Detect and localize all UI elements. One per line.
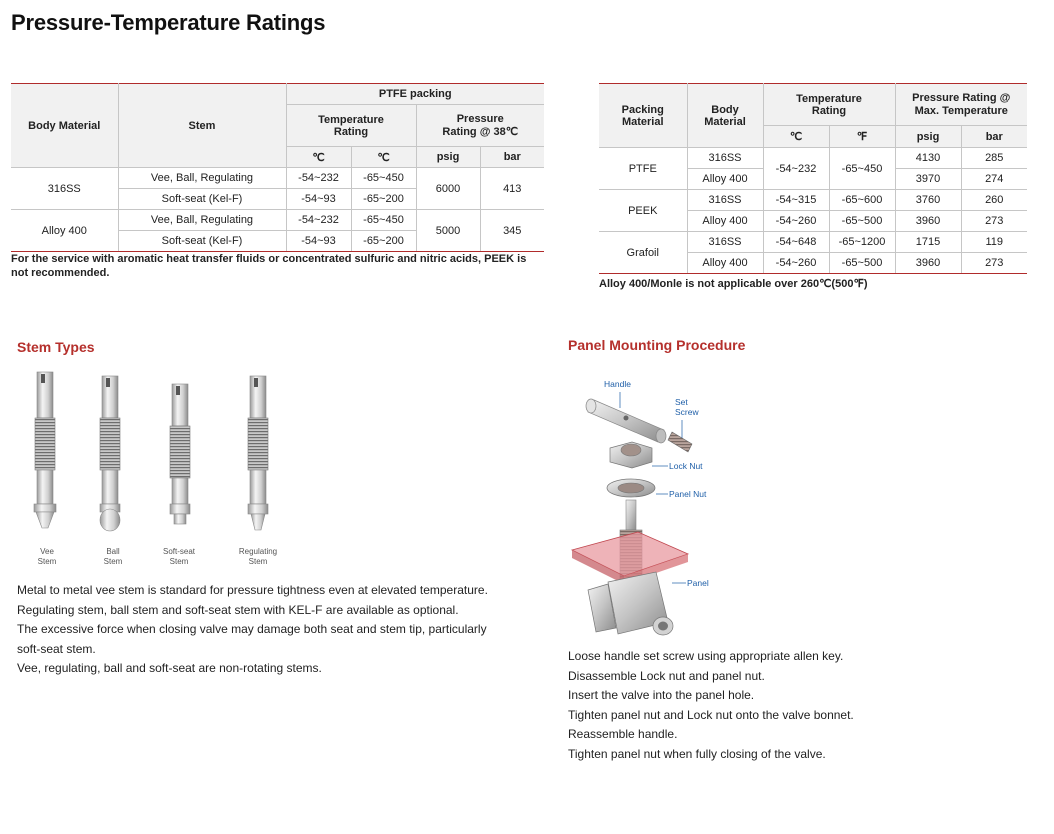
cell-psig: 3960 [895,253,961,274]
cell-bar: 260 [961,190,1027,211]
header-pressure-rating: Pressure Rating @ Max. Temperature [895,84,1027,126]
ball-stem-icon [100,376,120,531]
cell-body: 316SS [687,190,763,211]
regulating-stem-label: Regulating Stem [238,547,278,566]
panel-label: Panel [687,578,709,588]
stem-types-description: Metal to metal vee stem is standard for pressure tightness even at elevated temperature. Regulating stem, ball stem and soft-seat stem with KEL-F are available as optional. The excessive force when closing valve may damage both seat and stem tip, particularly soft-seat stem. Vee, regulating, ball and soft-seat are non-rotating stems. [17,583,488,676]
cell-psig: 3970 [895,169,961,190]
cell-temp-c: -54~260 [763,211,829,232]
unit-bar: bar [480,147,544,168]
cell-temp-f: -65~500 [829,253,895,274]
header-ptfe-packing: PTFE packing [286,84,544,105]
panel-mounting-steps: Loose handle set screw using appropriate allen key. Disassemble Lock nut and panel nut. Insert the valve into the panel hole. Tighten panel nut and Lock nut onto the valve bonnet. Reassemble handle. Tighten panel nut when fully closing of the valve. [568,649,854,761]
header-body-material: Body Material [11,84,118,168]
cell-temp-c: -54~260 [763,253,829,274]
cell-temp-f: -65~1200 [829,232,895,253]
cell-psig: 4130 [895,148,961,169]
handle-part-icon [586,399,666,443]
cell-stem: Vee, Ball, Regulating [118,210,286,231]
table1-note: For the service with aromatic heat transfer fluids or concentrated sulfuric and nitric acids, PEEK is not recommended. [11,253,527,279]
lock-nut-label: Lock Nut [669,461,703,471]
vee-stem-icon [34,372,56,528]
header-pressure-rating: Pressure Rating @ 38℃ [416,105,544,147]
cell-temp-c: -65~450 [351,168,416,189]
cell-psig: 6000 [416,168,480,210]
page-title: Pressure-Temperature Ratings [11,10,326,35]
cell-body: Alloy 400 [687,211,763,232]
cell-packing: Grafoil [599,232,687,274]
cell-temp-c: -54~232 [286,210,351,231]
cell-packing: PEEK [599,190,687,232]
packing-rating-table [599,83,1027,274]
valve-body-icon [588,572,673,635]
cell-stem: Soft-seat (Kel-F) [118,189,286,210]
cell-bar: 274 [961,169,1027,190]
header-temperature-rating: Temperature Rating [763,84,895,126]
cell-bar: 413 [480,168,544,210]
cell-temp-f: -65~600 [829,190,895,211]
cell-temp-c: -54~93 [286,189,351,210]
unit-psig: psig [416,147,480,168]
cell-temp-c: -65~200 [351,189,416,210]
set-screw-icon [668,432,692,452]
lock-nut-icon [610,442,652,468]
stem-types-illustration [20,368,320,538]
cell-psig: 3960 [895,211,961,232]
cell-body: 316SS [687,232,763,253]
soft-seat-stem-icon [170,384,190,524]
unit-celsius: ℃ [286,147,351,168]
header-temperature-rating: Temperature Rating [286,105,416,147]
cell-temp-c: -54~232 [286,168,351,189]
soft-seat-stem-label: Soft-seat Stem [162,547,195,566]
header-body-material: Body Material [687,84,763,148]
vee-stem-label: Vee Stem [37,547,57,566]
regulating-stem-icon [248,376,268,530]
panel-mounting-diagram [568,372,748,642]
cell-bar: 285 [961,148,1027,169]
ptfe-rating-table [11,83,544,252]
cell-bar: 273 [961,253,1027,274]
unit-celsius: ℃ [351,147,416,168]
table2-note: Alloy 400/Monle is not applicable over 260℃(500℉) [599,278,868,290]
ball-stem-label: Ball Stem [103,547,123,566]
cell-stem: Vee, Ball, Regulating [118,168,286,189]
cell-psig: 5000 [416,210,480,252]
cell-temp-c: -65~450 [351,210,416,231]
unit-celsius: ℃ [763,126,829,148]
header-packing-material: Packing Material [599,84,687,148]
screw-label: Screw [675,407,699,417]
cell-bar: 119 [961,232,1027,253]
cell-material: Alloy 400 [11,210,118,252]
cell-temp-f: -65~500 [829,211,895,232]
cell-temp-f: -65~450 [829,148,895,190]
cell-temp-c: -54~315 [763,190,829,211]
cell-bar: 345 [480,210,544,252]
cell-stem: Soft-seat (Kel-F) [118,231,286,252]
cell-body: Alloy 400 [687,253,763,274]
stem-types-heading: Stem Types [17,339,95,355]
unit-psig: psig [895,126,961,148]
panel-nut-label: Panel Nut [669,489,707,499]
cell-body: Alloy 400 [687,169,763,190]
cell-body: 316SS [687,148,763,169]
panel-nut-icon [607,479,655,497]
cell-bar: 273 [961,211,1027,232]
panel-mounting-heading: Panel Mounting Procedure [568,337,746,353]
cell-temp-c: -54~93 [286,231,351,252]
handle-label: Handle [604,379,631,389]
cell-temp-c: -54~232 [763,148,829,190]
cell-psig: 3760 [895,190,961,211]
cell-psig: 1715 [895,232,961,253]
header-stem: Stem [118,84,286,168]
unit-bar: bar [961,126,1027,148]
panel-icon [572,532,688,584]
set-label: Set [675,397,688,407]
unit-fahrenheit: ℉ [829,126,895,148]
cell-temp-c: -54~648 [763,232,829,253]
cell-material: 316SS [11,168,118,210]
cell-temp-c: -65~200 [351,231,416,252]
cell-packing: PTFE [599,148,687,190]
